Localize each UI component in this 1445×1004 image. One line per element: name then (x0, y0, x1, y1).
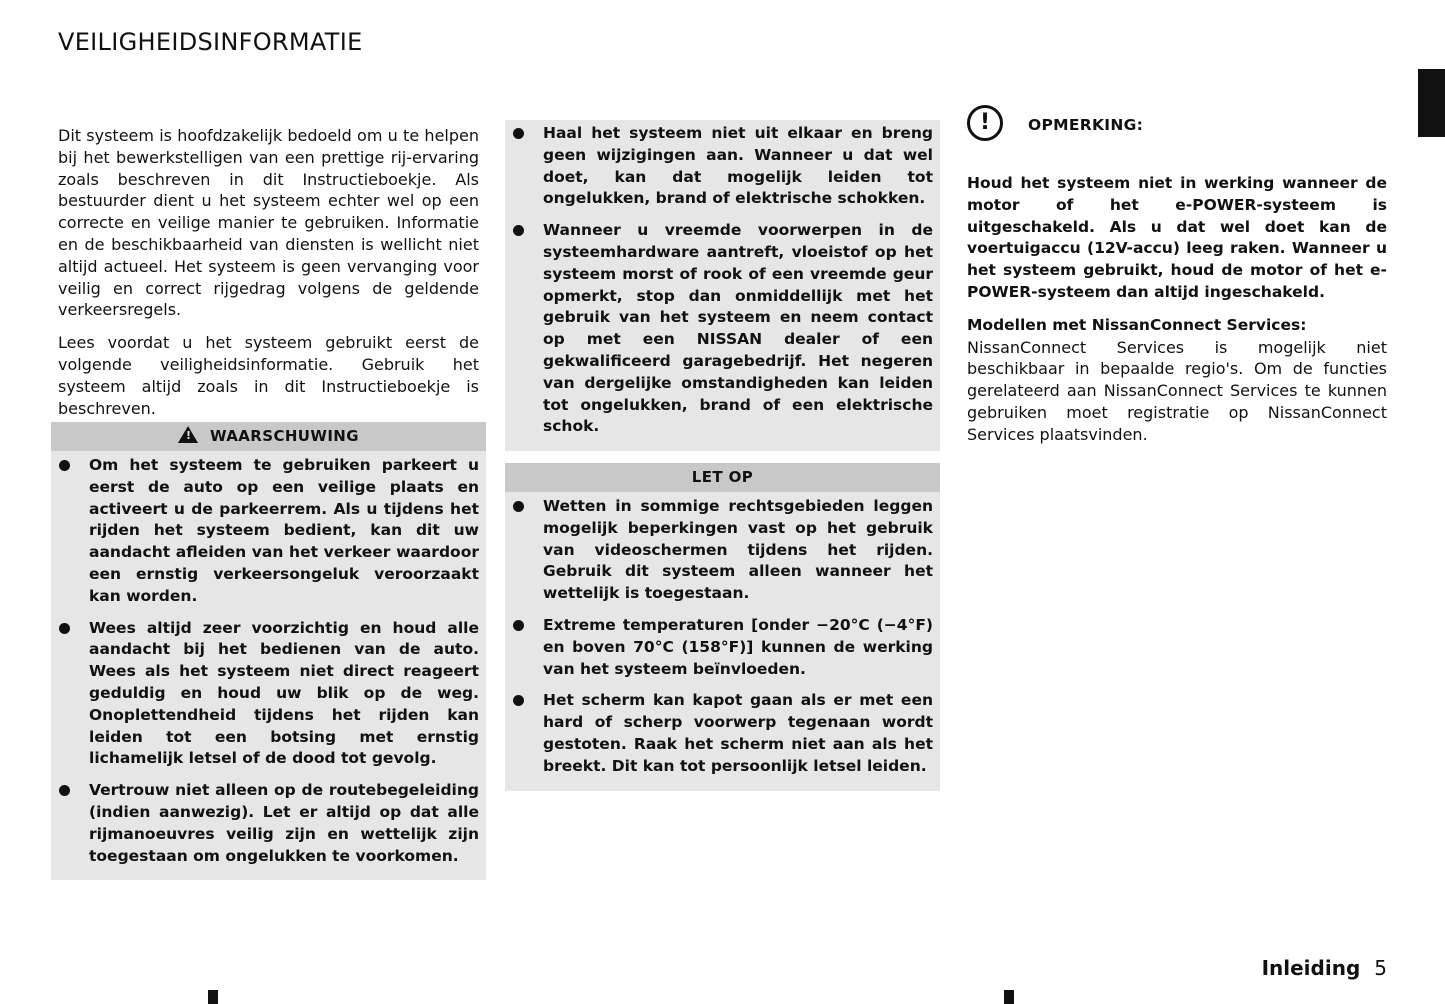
note-column (967, 110, 1387, 457)
crop-mark-right (1004, 990, 1014, 1004)
list-item: Het scherm kan kapot gaan als er met een hard of scherp voorwerp tegenaan wordt gestoten. Raak het scherm niet aan als het breekt. Dit kan tot persoonlijk letsel leiden. (505, 690, 933, 777)
caution-list (505, 492, 940, 791)
crop-mark-left (208, 990, 218, 1004)
note-text: NissanConnect Services is mogelijk niet beschikbaar in bepaalde regio's. Om de functies gerelateerd aan NissanConnect Services te kunnen gebruiken moet registratie op NissanConnect Services plaatsvinden. (967, 337, 1387, 444)
list-item: Wetten in sommige rechtsgebieden leggen mogelijk beperkingen vast op het gebruik van videoschermen tijdens het rijden. Gebruik dit systeem alleen wanneer het wettelijk is toegestaan. (505, 496, 933, 605)
warning-box (51, 422, 486, 880)
caution-box (505, 463, 940, 791)
note-subheading: Modellen met NissanConnect Services: (967, 315, 1307, 334)
caution-label: LET OP (691, 468, 754, 486)
page-footer (1262, 956, 1387, 980)
warning-continued-list (505, 123, 940, 451)
footer-section-name: Inleiding (1261, 956, 1361, 980)
intro-paragraph-1: Dit systeem is hoofdzakelijk bedoeld om u te helpen bij het bewerkstelligen van een prettige rij-ervaring zoals beschreven in dit Instructieboekje. Als bestuurder dient u het systeem echter wel op een correcte en veilige manier te gebruiken. Informatie en de beschikbaarheid van diensten is wellicht niet altijd actueel. Het systeem is geen vervanging voor veilig en correct rijgedrag volgens de geldende verkeersregels. (58, 126, 479, 320)
list-item: Haal het systeem niet uit elkaar en breng geen wijzigingen aan. Wanneer u dat wel doet, kan dat mogelijk leiden tot ongelukken, brand of elektrische schokken. (505, 123, 933, 210)
page-number: 5 (1374, 956, 1387, 980)
section-tab-marker (1418, 69, 1445, 137)
list-item: Vertrouw niet alleen op de routebegeleiding (indien aanwezig). Let er altijd op dat alle rijmanoeuvres veilig zijn en wettelijk zijn toegestaan om ongelukken te voorkomen. (51, 780, 479, 867)
list-item: Extreme temperaturen [onder −20°C (−4°F) en boven 70°C (158°F)] kunnen de werking van het systeem beïnvloeden. (505, 615, 933, 680)
page-title: VEILIGHEIDSINFORMATIE (58, 28, 363, 56)
list-item: Om het systeem te gebruiken parkeert u eerst de auto op een veilige plaats en activeert u de parkeerrem. Als u tijdens het rijden het systeem bedient, kan dit uw aandacht afleiden van het verkeer waardoor een ernstig verkeersongeluk veroorzaakt kan worden. (51, 455, 479, 608)
exclamation-circle-icon: ! (967, 105, 1003, 141)
list-item: Wees altijd zeer voorzichtig en houd alle aandacht bij het bedienen van de auto. Wees als het systeem niet direct reageert geduldig en houd uw blik op de weg. Onoplettendheid tijdens het rijden kan leiden tot een botsing met ernstig lichamelijk letsel of de dood tot gevolg. (51, 618, 479, 771)
note-header (967, 110, 1387, 167)
list-item: Wanneer u vreemde voorwerpen in de systeemhardware aantreft, vloeistof op het systeem morst of rook of een vreemde geur opmerkt, stop dan onmiddellijk met het gebruik van het systeem en neem contact op met een NISSAN dealer of een gekwalificeerd garagebedrijf. Het negeren van dergelijke omstandigheden kan leiden tot ongelukken, brand of een elektrische schok. (505, 220, 933, 438)
caution-header (505, 463, 940, 492)
warning-continued-box (505, 120, 940, 451)
warning-header (51, 422, 486, 451)
intro-paragraph-2: Lees voordat u het systeem gebruikt eerst de volgende veiligheidsinformatie. Gebruik het systeem altijd zoals in dit Instructieboekje is beschreven. (58, 333, 479, 418)
note-label: OPMERKING: (1028, 116, 1144, 134)
warning-triangle-icon (178, 426, 198, 443)
warning-label: WAARSCHUWING (210, 427, 359, 445)
warning-list (51, 451, 486, 880)
intro-column (58, 125, 479, 430)
note-bold-text: Houd het systeem niet in werking wanneer de motor of het e-POWER-systeem is uitgeschakeld. Als u dat wel doet kan de voertuigaccu (12V-accu) leeg raken. Wanneer u het systeem gebruikt, houd de motor of het e-POWER-systeem dan altijd ingeschakeld. (967, 174, 1387, 301)
